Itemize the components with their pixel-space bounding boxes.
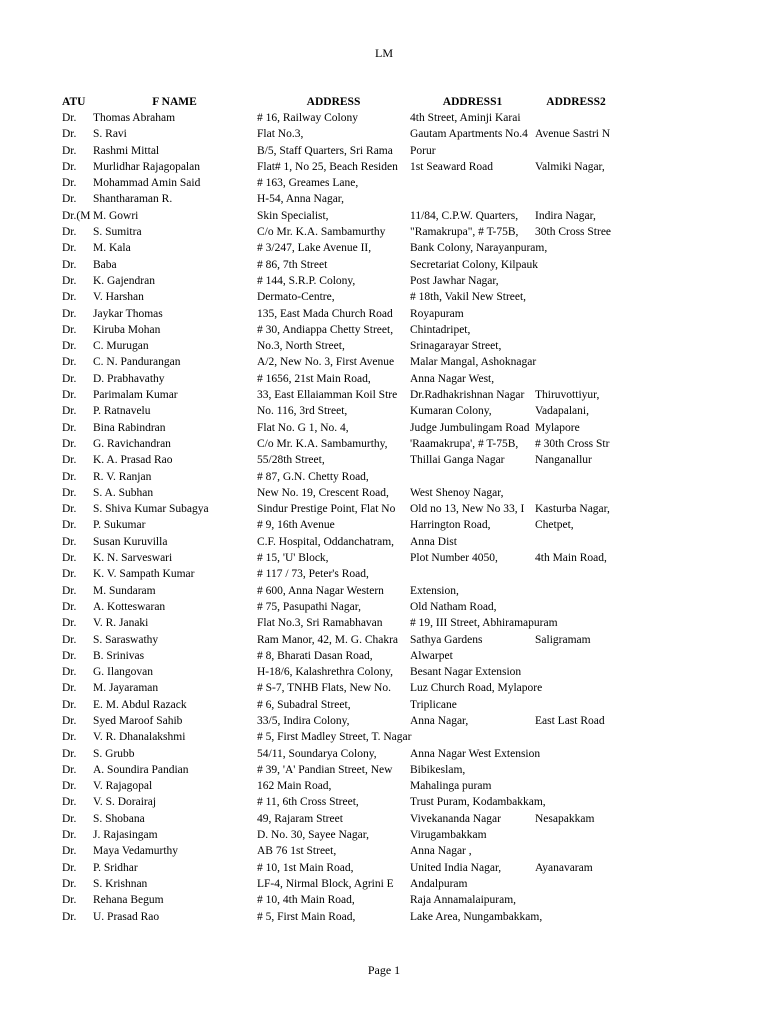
cell-address: # 144, S.R.P. Colony, [257, 274, 356, 287]
cell-address1: Kumaran Colony, [410, 405, 492, 418]
table-row [0, 599, 768, 615]
address-sheet [0, 94, 768, 925]
cell-address1: Anna Nagar, [410, 714, 469, 727]
cell-title: Dr. [62, 763, 77, 776]
cell-fname: S. Grubb [93, 747, 135, 760]
table-row [0, 143, 768, 159]
table-row [0, 827, 768, 843]
table-row [0, 322, 768, 338]
cell-address: # 3/247, Lake Avenue II, [257, 242, 372, 255]
table-row [0, 469, 768, 485]
cell-address: C/o Mr. K.A. Sambamurthy, [257, 437, 388, 450]
cell-fname: M. Jayaraman [93, 682, 159, 695]
table-row [0, 387, 768, 403]
table-row [0, 436, 768, 452]
table-row [0, 615, 768, 631]
cell-address: # 11, 6th Cross Street, [257, 796, 359, 809]
cell-title: Dr. [62, 421, 77, 434]
cell-fname: V. S. Dorairaj [93, 796, 157, 809]
cell-title: Dr. [62, 356, 77, 369]
cell-title: Dr. [62, 698, 77, 711]
cell-address: 162 Main Road, [257, 780, 332, 793]
cell-address1: 11/84, C.P.W. Quarters, [410, 209, 519, 222]
cell-fname: Murlidhar Rajagopalan [93, 160, 200, 173]
cell-address: # 10, 4th Main Road, [257, 894, 355, 907]
cell-title: Dr. [62, 568, 77, 581]
cell-fname: V. Rajagopal [93, 780, 153, 793]
cell-title: Dr. [62, 845, 77, 858]
cell-title: Dr. [62, 274, 77, 287]
cell-address: # 600, Anna Nagar Western [257, 584, 384, 597]
cell-title: Dr. [62, 552, 77, 565]
cell-title: Dr. [62, 796, 77, 809]
cell-address1: Extension, [410, 584, 459, 597]
cell-address2: Avenue Sastri N [535, 128, 611, 141]
cell-title: Dr. [62, 144, 77, 157]
cell-fname: Rehana Begum [93, 894, 164, 907]
cell-fname: Kiruba Mohan [93, 323, 161, 336]
cell-address: # 30, Andiappa Chetty Street, [257, 323, 394, 336]
cell-address1: 1st Seaward Road [410, 160, 494, 173]
cell-title: Dr. [62, 747, 77, 760]
cell-fname: P. Sukumar [93, 519, 146, 532]
cell-address: # 15, 'U' Block, [257, 552, 329, 565]
cell-address2: Thiruvottiyur, [535, 389, 600, 402]
table-row [0, 420, 768, 436]
cell-title: Dr. [62, 323, 77, 336]
table-row [0, 354, 768, 370]
cell-address1: 4th Street, Aminji Karai [410, 112, 521, 124]
table-row [0, 175, 768, 191]
cell-title: Dr. [62, 503, 77, 516]
cell-fname: Shantharaman R. [93, 193, 173, 206]
cell-title: Dr. [62, 307, 77, 320]
cell-address1: Raja Annamalaipuram, [410, 894, 517, 907]
cell-address1: Dr.Radhakrishnan Nagar [410, 389, 525, 402]
cell-title: Dr. [62, 780, 77, 793]
table-row [0, 257, 768, 273]
table-row [0, 191, 768, 207]
table-row [0, 794, 768, 810]
cell-title: Dr. [62, 600, 77, 613]
cell-title: Dr. [62, 633, 77, 646]
cell-title: Dr. [62, 486, 77, 499]
cell-title: Dr. [62, 910, 77, 923]
cell-fname: M. Sundaram [93, 584, 156, 597]
cell-address1: Judge Jumbulingam Road [410, 421, 530, 434]
table-row [0, 110, 768, 126]
cell-title: Dr. [62, 829, 77, 842]
cell-fname: U. Prasad Rao [93, 910, 160, 923]
cell-fname: S. Ravi [93, 128, 127, 141]
cell-title: Dr. [62, 470, 77, 483]
table-row [0, 729, 768, 745]
table-row [0, 273, 768, 289]
page-header-title: LM [375, 46, 393, 60]
cell-fname: K. V. Sampath Kumar [93, 568, 195, 581]
cell-address1: Chintadripet, [410, 323, 471, 336]
table-row [0, 485, 768, 501]
cell-address2: Chetpet, [535, 519, 574, 532]
table-row [0, 550, 768, 566]
cell-fname: S. Sumitra [93, 226, 142, 239]
cell-address: # 163, Greames Lane, [257, 177, 359, 190]
cell-title: Dr. [62, 437, 77, 450]
page-number: Page 1 [367, 963, 401, 977]
cell-address: 135, East Mada Church Road [257, 307, 393, 320]
cell-address1: Srinagarayar Street, [410, 340, 502, 353]
table-row [0, 876, 768, 892]
cell-address2: 30th Cross Stree [535, 226, 612, 239]
cell-fname: K. Gajendran [93, 274, 155, 287]
cell-fname: A. Kotteswaran [93, 600, 166, 613]
cell-title: Dr. [62, 617, 77, 630]
cell-address1: Secretariat Colony, Kilpauk [410, 258, 538, 271]
cell-address: # 5, First Madley Street, T. Nagar [257, 731, 412, 744]
cell-title: Dr.(M [62, 209, 91, 222]
table-row [0, 697, 768, 713]
cell-title: Dr. [62, 405, 77, 418]
cell-title: Dr. [62, 666, 77, 679]
cell-address: # S-7, TNHB Flats, New No. [257, 682, 391, 695]
cell-address1: 'Raamakrupa', # T-75B, [410, 437, 519, 450]
cell-fname: S. Shiva Kumar Subagya [93, 503, 209, 516]
cell-address1: Anna Dist [410, 535, 457, 548]
cell-fname: D. Prabhavathy [93, 372, 165, 385]
cell-fname: A. Soundira Pandian [93, 763, 189, 776]
column-header-row [0, 94, 768, 110]
cell-address1: Old Natham Road, [410, 600, 497, 613]
cell-address: H-18/6, Kalashrethra Colony, [257, 666, 393, 679]
cell-title: Dr. [62, 812, 77, 825]
cell-fname: G. Ravichandran [93, 437, 171, 450]
cell-fname: S. Shobana [93, 812, 145, 825]
table-row [0, 306, 768, 322]
cell-address: # 86, 7th Street [257, 258, 328, 271]
cell-fname: E. M. Abdul Razack [93, 698, 187, 711]
cell-fname: V. R. Dhanalakshmi [93, 731, 186, 744]
cell-address: 33/5, Indira Colony, [257, 714, 350, 727]
table-body [0, 110, 768, 925]
cell-title: Dr. [62, 731, 77, 744]
cell-address: # 5, First Main Road, [257, 910, 356, 923]
cell-fname: Maya Vedamurthy [93, 845, 179, 858]
cell-address: AB 76 1st Street, [257, 845, 337, 858]
cell-address: # 75, Pasupathi Nagar, [257, 600, 361, 613]
table-row [0, 534, 768, 550]
cell-fname: M. Gowri [93, 209, 139, 222]
table-row [0, 126, 768, 142]
cell-address1: Mahalinga puram [410, 780, 492, 793]
table-row [0, 860, 768, 876]
table-row [0, 664, 768, 680]
cell-address2: Kasturba Nagar, [535, 503, 610, 516]
cell-address: 55/28th Street, [257, 454, 325, 467]
table-row [0, 909, 768, 925]
table-row [0, 632, 768, 648]
table-row [0, 403, 768, 419]
table-row [0, 452, 768, 468]
cell-fname: R. V. Ranjan [93, 470, 152, 483]
cell-title: Dr. [62, 877, 77, 890]
cell-fname: Baba [93, 258, 117, 271]
cell-fname: S. A. Subhan [93, 486, 154, 499]
cell-address: 33, East Ellaiamman Koil Stre [257, 389, 398, 402]
cell-fname: Bina Rabindran [93, 421, 166, 434]
table-row [0, 583, 768, 599]
cell-address2: Valmiki Nagar, [535, 160, 605, 173]
table-row [0, 778, 768, 794]
cell-fname: B. Srinivas [93, 649, 145, 662]
cell-address1: Malar Mangal, Ashoknagar [410, 356, 537, 369]
cell-address: # 87, G.N. Chetty Road, [257, 470, 369, 483]
cell-address1: Andalpuram [410, 877, 468, 890]
table-row [0, 680, 768, 696]
cell-address: Flat No.3, [257, 128, 304, 141]
cell-fname: S. Krishnan [93, 877, 148, 890]
table-row [0, 501, 768, 517]
cell-fname: Susan Kuruvilla [93, 535, 168, 548]
cell-address: Flat No. G 1, No. 4, [257, 421, 349, 434]
cell-address: C.F. Hospital, Oddanchatram, [257, 535, 395, 548]
cell-address1: Anna Nagar West, [410, 372, 495, 385]
cell-title: Dr. [62, 226, 77, 239]
cell-fname: S. Saraswathy [93, 633, 159, 646]
table-row [0, 843, 768, 859]
cell-address: B/5, Staff Quarters, Sri Rama [257, 144, 393, 157]
cell-title: Dr. [62, 340, 77, 353]
cell-address1: Triplicane [410, 698, 457, 711]
table-row [0, 208, 768, 224]
cell-fname: P. Sridhar [93, 861, 138, 874]
cell-title: Dr. [62, 291, 77, 304]
cell-address1: Thillai Ganga Nagar [410, 454, 505, 467]
column-header-address1: ADDRESS1 [442, 96, 503, 108]
cell-address1: Besant Nagar Extension [410, 666, 522, 679]
table-row [0, 371, 768, 387]
table-row [0, 762, 768, 778]
cell-address1: Virugambakkam [410, 829, 487, 842]
cell-title: Dr. [62, 128, 77, 141]
cell-address: # 9, 16th Avenue [257, 519, 335, 532]
cell-address: 54/11, Soundarya Colony, [257, 747, 377, 760]
cell-address1: Trust Puram, Kodambakkam, [410, 796, 546, 809]
column-header-status: ATU [62, 96, 86, 108]
column-header-address: ADDRESS [306, 96, 361, 108]
cell-address1: Vivekananda Nagar [410, 812, 501, 825]
cell-address1: Luz Church Road, Mylapore [410, 682, 543, 695]
cell-title: Dr. [62, 372, 77, 385]
cell-title: Dr. [62, 112, 77, 124]
cell-address: # 6, Subadral Street, [257, 698, 351, 711]
cell-address: # 39, 'A' Pandian Street, New [257, 763, 393, 776]
cell-address: No.3, North Street, [257, 340, 345, 353]
table-row [0, 713, 768, 729]
cell-address: Flat No.3, Sri Ramabhavan [257, 617, 383, 630]
cell-address1: Porur [410, 144, 436, 157]
cell-title: Dr. [62, 535, 77, 548]
cell-fname: K. A. Prasad Rao [93, 454, 173, 467]
cell-address2: Vadapalani, [535, 405, 589, 418]
cell-address1: Alwarpet [410, 649, 453, 662]
column-header-address2: ADDRESS2 [546, 96, 606, 108]
cell-address1: Royapuram [410, 307, 464, 320]
cell-address1: Anna Nagar , [410, 845, 472, 858]
cell-address1: Lake Area, Nungambakkam, [410, 910, 543, 923]
cell-fname: Mohammad Amin Said [93, 177, 201, 190]
cell-address: Skin Specialist, [257, 209, 329, 222]
table-row [0, 811, 768, 827]
cell-title: Dr. [62, 584, 77, 597]
cell-address1: West Shenoy Nagar, [410, 486, 504, 499]
cell-address2: Nanganallur [535, 454, 592, 467]
cell-address: 49, Rajaram Street [257, 812, 343, 825]
cell-address1: Bank Colony, Narayanpuram, [410, 242, 548, 255]
cell-address: Flat# 1, No 25, Beach Residen [257, 160, 398, 173]
column-header-fname: F NAME [152, 96, 197, 108]
cell-address: # 16, Railway Colony [257, 112, 358, 124]
cell-address2: Indira Nagar, [535, 209, 596, 222]
cell-title: Dr. [62, 894, 77, 907]
cell-title: Dr. [62, 861, 77, 874]
cell-address: New No. 19, Crescent Road, [257, 486, 389, 499]
cell-address: Dermato-Centre, [257, 291, 335, 304]
table-row [0, 159, 768, 175]
cell-address: Sindur Prestige Point, Flat No [257, 503, 396, 516]
cell-address2: Saligramam [535, 633, 591, 646]
cell-fname: Thomas Abraham [93, 112, 176, 124]
cell-address2: # 30th Cross Str [535, 437, 610, 450]
cell-address1: United India Nagar, [410, 861, 502, 874]
table-row [0, 517, 768, 533]
cell-fname: K. N. Sarveswari [93, 552, 173, 565]
cell-address1: Plot Number 4050, [410, 552, 498, 565]
cell-title: Dr. [62, 649, 77, 662]
cell-fname: Parimalam Kumar [93, 389, 178, 402]
cell-title: Dr. [62, 193, 77, 206]
cell-address1: Post Jawhar Nagar, [410, 274, 499, 287]
cell-address: H-54, Anna Nagar, [257, 193, 345, 206]
table-row [0, 289, 768, 305]
table-row [0, 240, 768, 256]
cell-title: Dr. [62, 682, 77, 695]
cell-address2: Mylapore [535, 421, 580, 434]
cell-address1: "Ramakrupa", # T-75B, [410, 226, 519, 239]
cell-address: No. 116, 3rd Street, [257, 405, 348, 418]
table-row [0, 566, 768, 582]
cell-address2: 4th Main Road, [535, 552, 607, 565]
cell-fname: V. R. Janaki [93, 617, 149, 630]
cell-title: Dr. [62, 242, 77, 255]
cell-address2: Ayanavaram [535, 861, 593, 874]
cell-fname: Jaykar Thomas [93, 307, 163, 320]
cell-address2: Nesapakkam [535, 812, 595, 825]
cell-address: Ram Manor, 42, M. G. Chakra [257, 633, 399, 646]
cell-fname: C. N. Pandurangan [93, 356, 181, 369]
cell-fname: Rashmi Mittal [93, 144, 160, 157]
cell-fname: P. Ratnavelu [93, 405, 151, 418]
cell-title: Dr. [62, 389, 77, 402]
cell-address1: Harrington Road, [410, 519, 491, 532]
cell-address1: Sathya Gardens [410, 633, 483, 646]
cell-address1: Old no 13, New No 33, I [410, 503, 525, 516]
cell-fname: Syed Maroof Sahib [93, 714, 183, 727]
cell-fname: M. Kala [93, 242, 131, 255]
cell-address: # 1656, 21st Main Road, [257, 372, 371, 385]
cell-address: # 117 / 73, Peter's Road, [257, 568, 369, 581]
cell-title: Dr. [62, 714, 77, 727]
cell-address: LF-4, Nirmal Block, Agrini E [257, 877, 394, 890]
cell-title: Dr. [62, 258, 77, 271]
table-row [0, 892, 768, 908]
cell-address: C/o Mr. K.A. Sambamurthy [257, 226, 386, 239]
table-row [0, 338, 768, 354]
cell-address1: # 19, III Street, Abhiramapuram [410, 617, 558, 630]
cell-fname: C. Murugan [93, 340, 149, 353]
table-row [0, 746, 768, 762]
cell-title: Dr. [62, 519, 77, 532]
cell-address: # 10, 1st Main Road, [257, 861, 354, 874]
cell-address: A/2, New No. 3, First Avenue [257, 356, 395, 369]
cell-title: Dr. [62, 160, 77, 173]
cell-title: Dr. [62, 454, 77, 467]
cell-address1: # 18th, Vakil New Street, [410, 291, 527, 304]
cell-fname: G. Ilangovan [93, 666, 154, 679]
cell-fname: V. Harshan [93, 291, 144, 304]
table-row [0, 224, 768, 240]
cell-address2: East Last Road [535, 714, 605, 727]
cell-title: Dr. [62, 177, 77, 190]
cell-fname: J. Rajasingam [93, 829, 158, 842]
cell-address1: Anna Nagar West Extension [410, 747, 541, 760]
cell-address: # 8, Bharati Dasan Road, [257, 649, 373, 662]
cell-address1: Gautam Apartments No.4 [410, 128, 528, 141]
table-row [0, 648, 768, 664]
cell-address1: Bibikeslam, [410, 763, 466, 776]
cell-address: D. No. 30, Sayee Nagar, [257, 829, 369, 842]
